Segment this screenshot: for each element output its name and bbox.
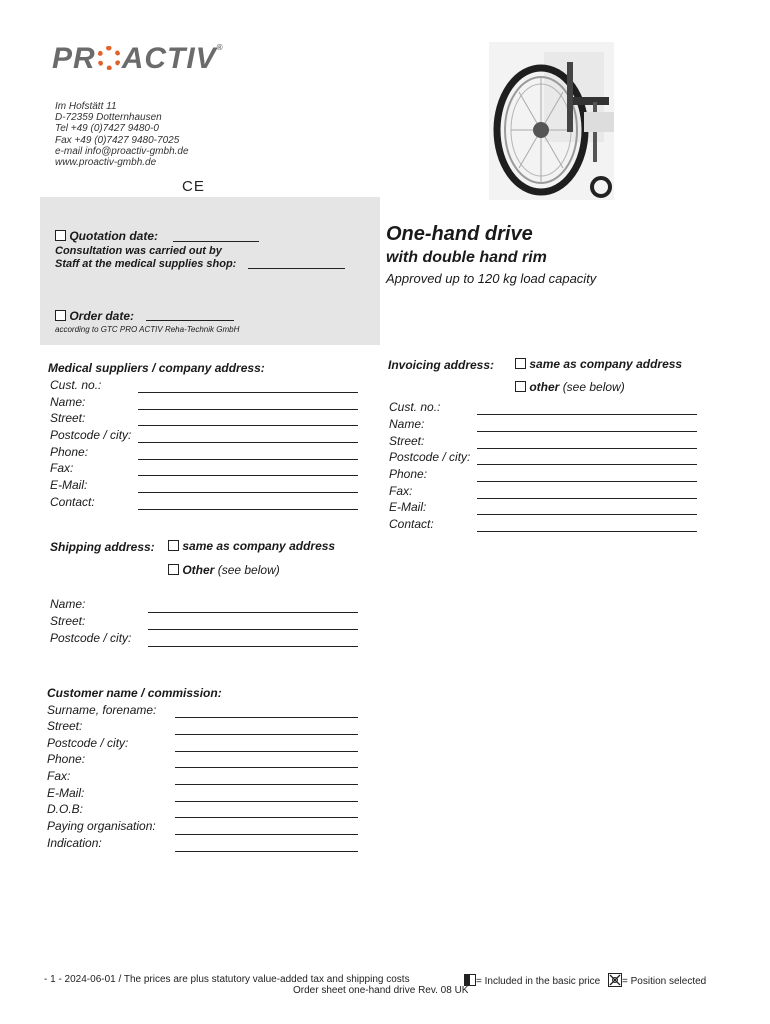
invoicing-field-label: Name: xyxy=(389,417,425,431)
supplier-input-line[interactable] xyxy=(138,425,358,426)
address-line: D-72359 Dotternhausen xyxy=(55,112,162,124)
invoicing-field-label: Cust. no.: xyxy=(389,400,441,414)
invoicing-other-option[interactable] xyxy=(515,380,625,394)
customer-input-line[interactable] xyxy=(175,801,358,802)
supplier-input-line[interactable] xyxy=(138,492,358,493)
customer-field-label: Phone: xyxy=(47,752,86,766)
address-line: Tel +49 (0)7427 9480-0 xyxy=(55,123,159,135)
supplier-input-line[interactable] xyxy=(138,442,358,443)
customer-field-label: Fax: xyxy=(47,769,71,783)
wheelchair-image xyxy=(489,42,614,200)
wheelchair-photo xyxy=(489,42,614,200)
footer xyxy=(40,974,730,996)
customer-field-label: E-Mail: xyxy=(47,786,85,800)
customer-input-line[interactable] xyxy=(175,784,358,785)
legend-selected-text: = Position selected xyxy=(622,976,707,987)
invoicing-same-label: same as company address xyxy=(529,357,683,371)
logo-text-pre: PR xyxy=(52,42,96,75)
shipping-field-label: Name: xyxy=(50,597,86,611)
supplier-input-line[interactable] xyxy=(138,509,358,510)
footer-legal-text: - 1 - 2024-06-01 / The prices are plus statutory value-added tax and shipping costs xyxy=(44,974,410,985)
customer-field-label: D.O.B: xyxy=(47,802,84,816)
invoicing-heading: Invoicing address: xyxy=(388,358,495,372)
quotation-date-field[interactable] xyxy=(173,241,259,242)
order-note: according to GTC PRO ACTIV Reha-Technik GmbH xyxy=(55,325,240,334)
shipping-same-option[interactable] xyxy=(168,539,335,553)
quotation-label: Quotation date: xyxy=(69,229,159,243)
proactiv-logo xyxy=(52,44,224,74)
quotation-date-row xyxy=(55,229,158,243)
order-checkbox[interactable] xyxy=(55,310,66,321)
invoicing-field-label: Contact: xyxy=(389,517,434,531)
invoicing-input-line[interactable] xyxy=(477,481,697,482)
invoicing-input-line[interactable] xyxy=(477,498,697,499)
supplier-field-label: Contact: xyxy=(50,495,95,509)
customer-heading: Customer name / commission: xyxy=(47,686,222,700)
consultation-label: Consultation was carried out by xyxy=(55,245,222,257)
invoicing-input-line[interactable] xyxy=(477,464,697,465)
supplier-field-label: Postcode / city: xyxy=(50,428,132,442)
invoicing-field-label: Phone: xyxy=(389,467,428,481)
shipping-same-checkbox[interactable] xyxy=(168,540,179,551)
customer-input-line[interactable] xyxy=(175,817,358,818)
order-date-label: Order date: xyxy=(69,309,135,323)
invoicing-same-checkbox[interactable] xyxy=(515,358,526,369)
invoicing-other-label: other xyxy=(529,380,560,394)
invoicing-field-label: Fax: xyxy=(389,484,413,498)
supplier-field-label: Street: xyxy=(50,411,86,425)
address-line: www.proactiv-gmbh.de xyxy=(55,157,157,169)
staff-label: Staff at the medical supplies shop: xyxy=(55,258,237,270)
shipping-heading: Shipping address: xyxy=(50,540,155,554)
customer-field-label: Indication: xyxy=(47,836,102,850)
product-load-note: Approved up to 120 kg load capacity xyxy=(386,271,597,286)
company-address xyxy=(55,101,189,168)
footer-revision: Order sheet one-hand drive Rev. 08 UK xyxy=(293,985,469,996)
logo-ring-icon xyxy=(97,46,121,70)
invoicing-field-label: Street: xyxy=(389,434,425,448)
supplier-heading: Medical suppliers / company address: xyxy=(48,361,265,375)
shipping-same-label: same as company address xyxy=(182,539,336,553)
customer-input-line[interactable] xyxy=(175,834,358,835)
invoicing-input-line[interactable] xyxy=(477,414,697,415)
staff-field[interactable] xyxy=(248,268,345,269)
supplier-field-label: Name: xyxy=(50,395,86,409)
customer-input-line[interactable] xyxy=(175,851,358,852)
legend-included xyxy=(464,974,600,987)
address-line: Fax +49 (0)7427 9480-7025 xyxy=(55,134,180,146)
order-date-field[interactable] xyxy=(146,320,234,321)
shipping-other-checkbox[interactable] xyxy=(168,564,179,575)
product-title: One-hand drive xyxy=(386,223,533,245)
invoicing-other-note: (see below) xyxy=(562,380,625,394)
product-subtitle: with double hand rim xyxy=(386,249,547,266)
invoicing-input-line[interactable] xyxy=(477,531,697,532)
supplier-input-line[interactable] xyxy=(138,475,358,476)
invoicing-input-line[interactable] xyxy=(477,514,697,515)
selected-box-icon xyxy=(608,973,622,987)
customer-field-label: Postcode / city: xyxy=(47,736,129,750)
shipping-other-note: (see below) xyxy=(217,563,280,577)
invoicing-other-checkbox[interactable] xyxy=(515,381,526,392)
customer-input-line[interactable] xyxy=(175,767,358,768)
shipping-input-line[interactable] xyxy=(148,612,358,613)
shipping-other-label: Other xyxy=(182,563,215,577)
shipping-other-option[interactable] xyxy=(168,563,280,577)
shipping-input-line[interactable] xyxy=(148,646,358,647)
order-date-row xyxy=(55,309,134,323)
supplier-field-label: E-Mail: xyxy=(50,478,88,492)
supplier-field-label: Cust. no.: xyxy=(50,378,102,392)
invoicing-field-label: Postcode / city: xyxy=(389,450,471,464)
customer-input-line[interactable] xyxy=(175,717,358,718)
customer-input-line[interactable] xyxy=(175,734,358,735)
legend-selected xyxy=(608,973,706,987)
supplier-field-label: Phone: xyxy=(50,445,89,459)
shipping-input-line[interactable] xyxy=(148,629,358,630)
customer-field-label: Street: xyxy=(47,719,83,733)
customer-field-label: Surname, forename: xyxy=(47,703,157,717)
invoicing-field-label: E-Mail: xyxy=(389,500,427,514)
supplier-input-line[interactable] xyxy=(138,459,358,460)
logo-text-post: ACTIV xyxy=(121,42,217,75)
ce-mark: CE xyxy=(182,178,205,195)
address-line: e-mail info@proactiv-gmbh.de xyxy=(55,145,189,157)
address-line: Im Hofstätt 11 xyxy=(55,101,117,112)
legend-included-text: = Included in the basic price xyxy=(476,976,601,987)
invoicing-same-option[interactable] xyxy=(515,357,682,371)
invoicing-input-line[interactable] xyxy=(477,448,697,449)
customer-input-line[interactable] xyxy=(175,751,358,752)
supplier-input-line[interactable] xyxy=(138,392,358,393)
shipping-field-label: Street: xyxy=(50,614,86,628)
logo-registered: ® xyxy=(216,43,224,52)
shipping-field-label: Postcode / city: xyxy=(50,631,132,645)
supplier-field-label: Fax: xyxy=(50,461,74,475)
supplier-input-line[interactable] xyxy=(138,409,358,410)
quotation-checkbox[interactable] xyxy=(55,230,66,241)
invoicing-input-line[interactable] xyxy=(477,431,697,432)
customer-field-label: Paying organisation: xyxy=(47,819,156,833)
